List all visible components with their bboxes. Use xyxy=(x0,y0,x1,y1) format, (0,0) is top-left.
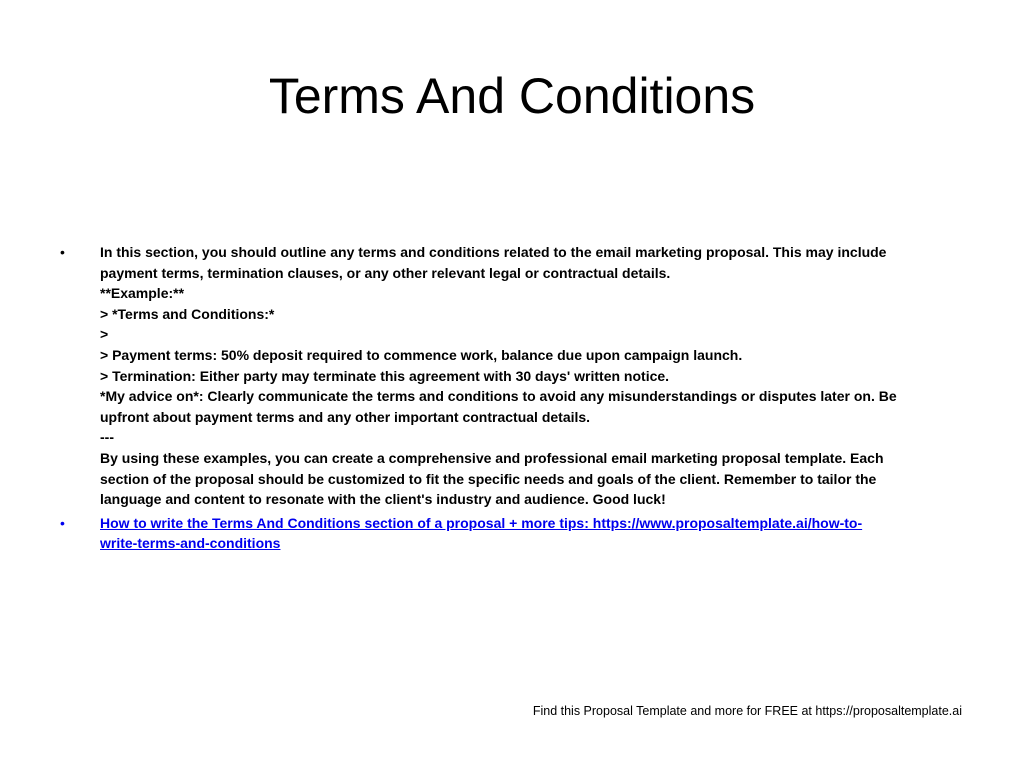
body-line: *My advice on*: Clearly communicate the terms and conditions to avoid any misunderstandings or disputes later on. Be xyxy=(100,388,897,405)
bullet-icon: • xyxy=(60,244,65,260)
footer-note: Find this Proposal Template and more for FREE at https://proposaltemplate.ai xyxy=(532,704,962,718)
body-line: payment terms, termination clauses, or any other relevant legal or contractual details. xyxy=(100,264,671,281)
body-line: > xyxy=(100,326,109,343)
body-line: By using these examples, you can create a comprehensive and professional email marketing proposal template. Each xyxy=(100,449,884,466)
tips-link-line[interactable]: How to write the Terms And Conditions section of a proposal + more tips: https://www.proposaltemplate.ai/how-to- xyxy=(100,514,863,531)
body-line: > Termination: Either party may terminate this agreement with 30 days' written notice. xyxy=(100,367,670,384)
list-item xyxy=(60,242,955,510)
body-line: In this section, you should outline any terms and conditions related to the email marketing proposal. This may include xyxy=(100,244,887,260)
body-line: upfront about payment terms and any other important contractual details. xyxy=(100,408,591,425)
body-line: **Example:** xyxy=(100,285,185,302)
body-line: section of the proposal should be customized to fit the specific needs and goals of the client. Remember to tailor the xyxy=(100,470,877,487)
slide-title: Terms And Conditions xyxy=(268,68,756,124)
tips-link[interactable] xyxy=(100,513,955,554)
bullet-body xyxy=(100,242,955,510)
list-item xyxy=(60,513,955,554)
bullet-icon: • xyxy=(60,514,65,531)
body-line: --- xyxy=(100,429,114,446)
bullet-list xyxy=(60,242,955,557)
body-line: language and content to resonate with the client's industry and audience. Good luck! xyxy=(100,491,666,508)
tips-link-line[interactable]: write-terms-and-conditions xyxy=(100,535,281,552)
body-line: > *Terms and Conditions:* xyxy=(100,305,275,322)
body-line: > Payment terms: 50% deposit required to commence work, balance due upon campaign launch. xyxy=(100,346,743,363)
